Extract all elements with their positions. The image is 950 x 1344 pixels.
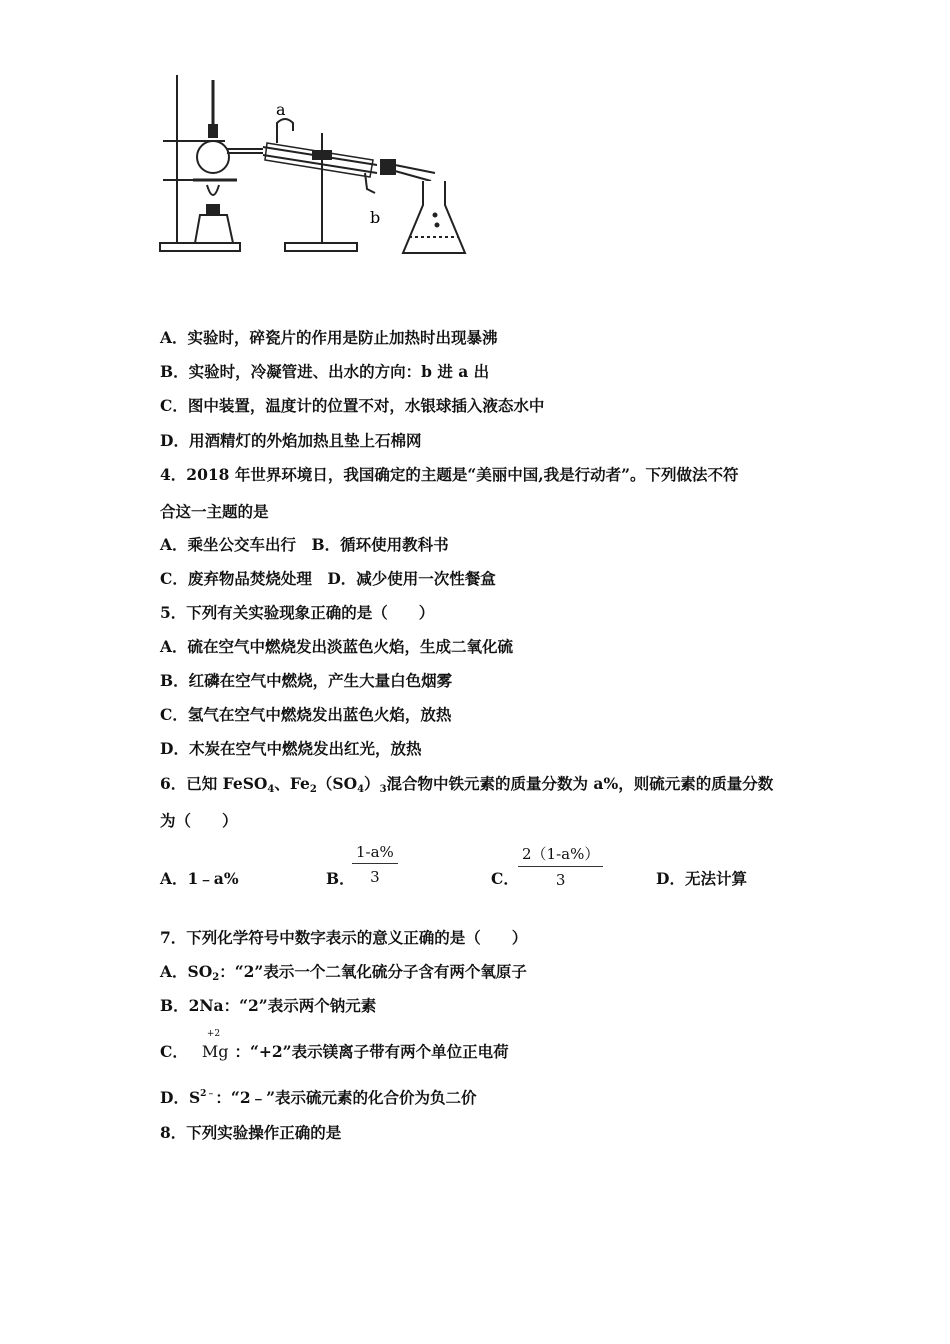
q3-option-b: B．实验时，冷凝管进、出水的方向：b 进 a 出 [160,362,490,381]
mg-symbol: +2 Mg [201,1029,229,1061]
q5-stem: 5．下列有关实验现象正确的是（ ） [160,603,435,622]
q4-options-line2: C．废弃物品焚烧处理 D．减少使用一次性餐盒 [160,569,496,588]
distillation-apparatus-figure [155,65,475,265]
label-a: a [276,100,286,119]
q3-option-a: A．实验时，碎瓷片的作用是防止加热时出现暴沸 [160,328,498,347]
q6-option-b-fraction: $\frac{1-a\%}{3}$ [352,843,398,886]
q6-option-a: A．1﹣a% [160,869,239,888]
q6-stem-line2: 为（ ） [160,811,238,830]
q6-option-d: D．无法计算 [656,869,747,888]
q3-option-c: C．图中装置，温度计的位置不对，水银球插入液态水中 [160,396,545,415]
q4-options-line1: A．乘坐公交车出行 B．循环使用教科书 [160,535,449,554]
q8-stem: 8．下列实验操作正确的是 [160,1123,342,1142]
q7-option-b: B．2Na：“2”表示两个钠元素 [160,996,377,1015]
q7-option-c: C． +2 Mg ：“+2”表示镁离子带有两个单位正电荷 [160,1029,509,1061]
q7-option-a: A．$SO_2$：“2”表示一个二氧化硫分子含有两个氧原子 [160,962,527,983]
q5-option-c: C．氢气在空气中燃烧发出蓝色火焰，放热 [160,705,452,724]
q5-option-a: A．硫在空气中燃烧发出淡蓝色火焰，生成二氧化硫 [160,637,514,656]
q4-stem-line1: 4．2018 年世界环境日，我国确定的主题是“美丽中国,我是行动者”。下列做法不符 [160,465,739,484]
round-bottom-flask [197,141,229,173]
iron-stand-base-left [160,243,240,251]
q4-stem-line2: 合这一主题的是 [160,502,269,521]
q6-option-b-label: B． [326,869,355,888]
label-b: b [370,208,381,227]
q7-option-d: D．$S^{2﹣}$：“2﹣”表示硫元素的化合价为负二价 [160,1088,477,1107]
q5-option-b: B．红磷在空气中燃烧，产生大量白色烟雾 [160,671,453,690]
q6-option-c-label: C． [491,869,519,888]
iron-stand-base-middle [285,243,357,251]
q6-stem-line1: 6．已知 FeSO$_4$、$Fe_2(SO_4)_3$混合物中铁元素的质量分数为 a%，则硫元素的质量分数 [160,774,774,795]
q5-option-d: D．木炭在空气中燃烧发出红光，放热 [160,739,422,758]
q7-stem: 7．下列化学符号中数字表示的意义正确的是（ ） [160,928,528,947]
alcohol-lamp [195,215,233,243]
q6-option-c-fraction: $\frac{2(1-a\%)}{3}$ [518,843,603,889]
q3-option-d: D．用酒精灯的外焰加热且垫上石棉网 [160,431,422,450]
